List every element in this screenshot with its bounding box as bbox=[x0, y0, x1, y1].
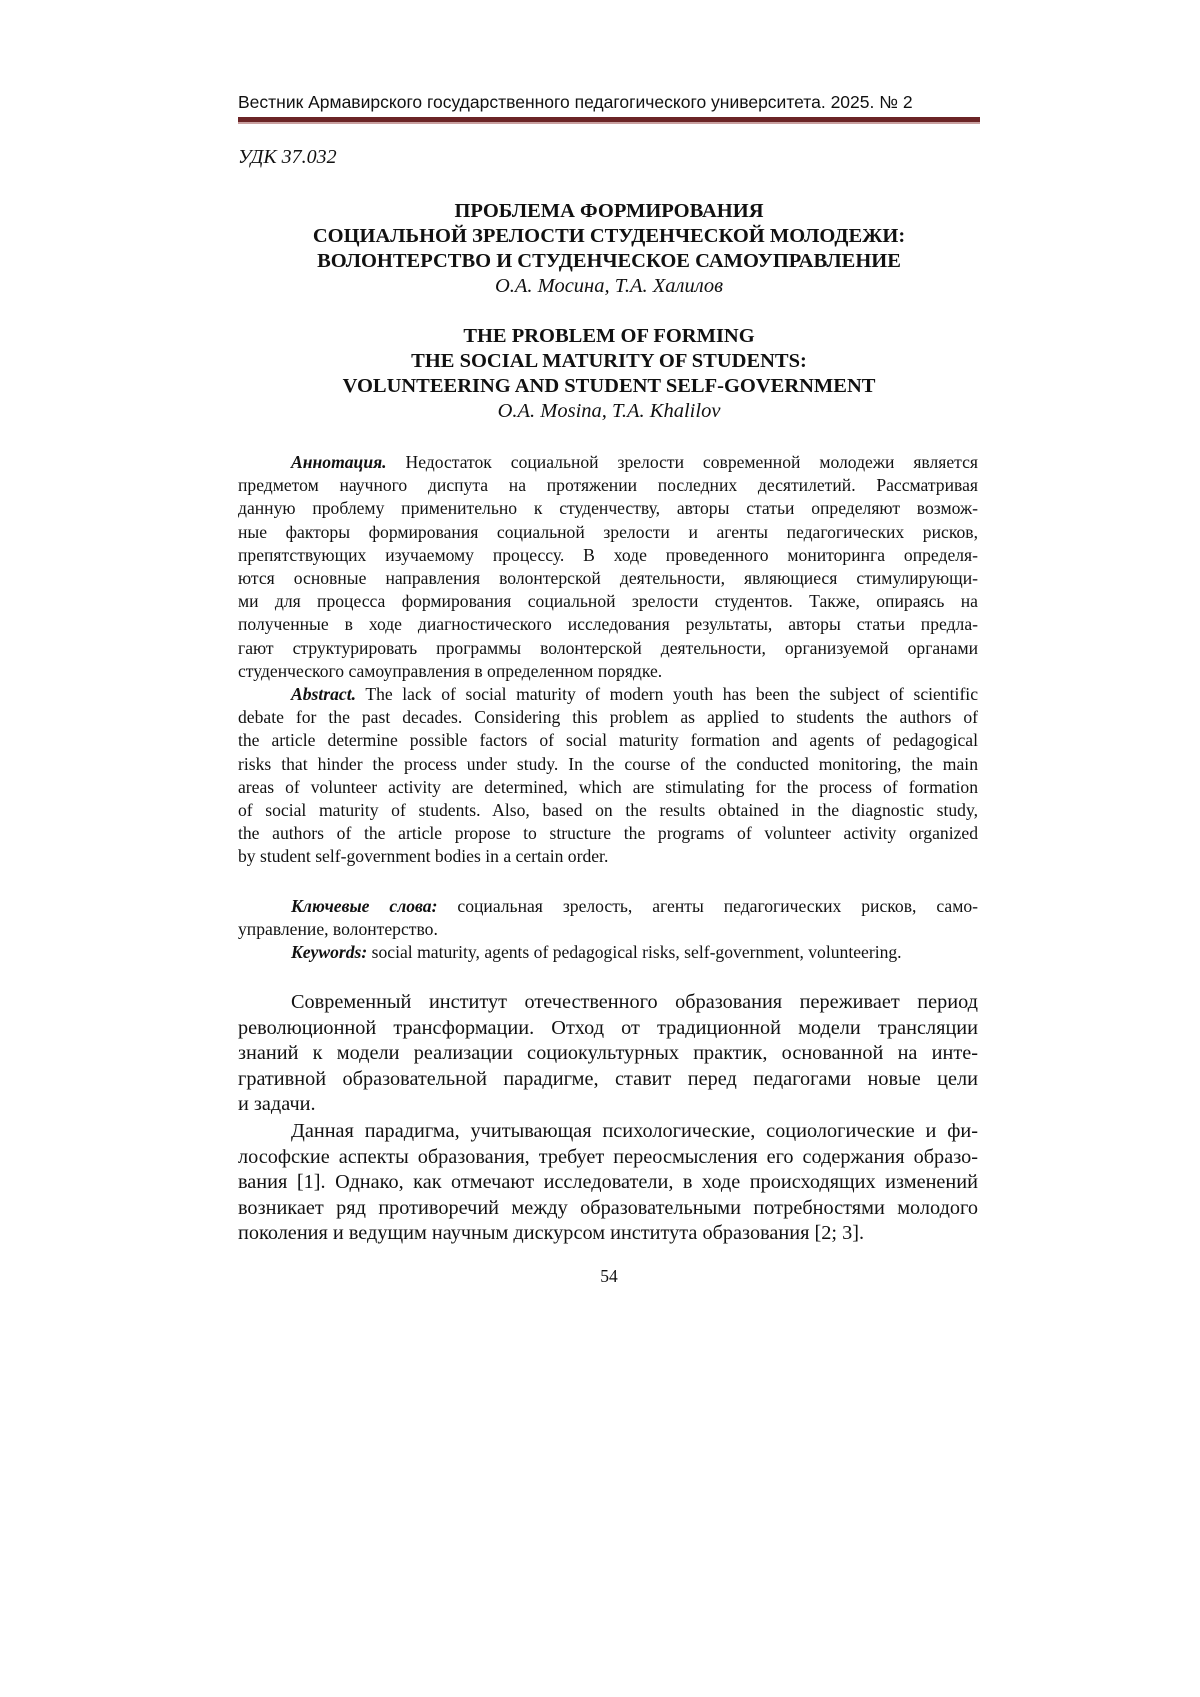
title-en-line: THE PROBLEM OF FORMING bbox=[238, 324, 980, 349]
line-text: Недостаток социальной зрелости современной молодежи является bbox=[387, 452, 978, 472]
line-text: поколения и ведущим научным дискурсом института образования [2; 3]. bbox=[238, 1222, 864, 1244]
text-line bbox=[238, 544, 978, 567]
line-text: debate for the past decades. Considering this problem as applied to students the authors of bbox=[238, 707, 978, 727]
text-line bbox=[238, 1067, 978, 1093]
line-text: данную проблему применительно к студенчеству, авторы статьи определяют возмож- bbox=[238, 498, 978, 518]
udk-code: УДК 37.032 bbox=[238, 146, 337, 169]
body-paragraph-1 bbox=[238, 990, 978, 1118]
title-ru bbox=[238, 199, 980, 299]
line-text: возникает ряд противоречий между образовательными потребностями молодого bbox=[238, 1197, 978, 1219]
line-text: The lack of social maturity of modern youth has been the subject of scientific bbox=[356, 684, 978, 704]
page-number: 54 bbox=[238, 1266, 980, 1287]
annotation bbox=[238, 451, 978, 683]
line-text: гративной образовательной парадигме, ставит перед педагогами новые цели bbox=[238, 1068, 978, 1090]
line-text: ми для процесса формирования социальной зрелости студентов. Также, опираясь на bbox=[238, 591, 978, 611]
text-line bbox=[238, 497, 978, 520]
line-text: the article determine possible factors of social maturity formation and agents of pedagogical bbox=[238, 730, 978, 750]
line-text: ные факторы формирования социальной зрелости и агенты педагогических рисков, bbox=[238, 522, 978, 542]
text-line bbox=[238, 822, 978, 845]
text-line bbox=[238, 1092, 978, 1118]
text-line bbox=[238, 1196, 978, 1222]
section-label: Keywords: bbox=[291, 942, 367, 962]
line-text: areas of volunteer activity are determined, which are stimulating for the process of formation bbox=[238, 777, 978, 797]
text-line bbox=[238, 990, 978, 1016]
line-text: предметом научного диспута на протяжении последних десятилетий. Рассматривая bbox=[238, 475, 978, 495]
title-ru-line: ВОЛОНТЕРСТВО И СТУДЕНЧЕСКОЕ САМОУПРАВЛЕНИЕ bbox=[238, 249, 980, 274]
line-text: революционной трансформации. Отход от традиционной модели трансляции bbox=[238, 1017, 978, 1039]
text-line bbox=[238, 590, 978, 613]
line-text: risks that hinder the process under study. In the course of the conducted monitoring, the main bbox=[238, 754, 978, 774]
line-text: social maturity, agents of pedagogical risks, self-government, volunteering. bbox=[367, 942, 901, 962]
line-text: лософские аспекты образования, требует переосмысления его содержания образо- bbox=[238, 1146, 978, 1168]
text-line bbox=[238, 613, 978, 636]
text-line bbox=[238, 1221, 978, 1247]
title-ru-line: ПРОБЛЕМА ФОРМИРОВАНИЯ bbox=[238, 199, 980, 224]
keywords-ru bbox=[238, 895, 978, 941]
section-label: Аннотация. bbox=[291, 452, 387, 472]
line-text: the authors of the article propose to structure the programs of volunteer activity organized bbox=[238, 823, 978, 843]
line-text: Данная парадигма, учитывающая психологические, социологические и фи- bbox=[291, 1120, 978, 1142]
line-text: студенческого самоуправления в определенном порядке. bbox=[238, 661, 662, 681]
authors-en: O.A. Mosina, T.A. Khalilov bbox=[238, 399, 980, 424]
authors-ru: О.А. Мосина, Т.А. Халилов bbox=[238, 274, 980, 299]
title-en-line: VOLUNTEERING AND STUDENT SELF-GOVERNMENT bbox=[238, 374, 980, 399]
text-line bbox=[238, 1119, 978, 1145]
abstract bbox=[238, 683, 978, 869]
text-line bbox=[238, 895, 978, 918]
line-text: гают структурировать программы волонтерской деятельности, организуемой органами bbox=[238, 638, 978, 658]
text-line bbox=[238, 474, 978, 497]
section-label: Abstract. bbox=[291, 684, 356, 704]
body-paragraph-2 bbox=[238, 1119, 978, 1247]
keywords-en bbox=[238, 941, 978, 964]
title-en-line: THE SOCIAL MATURITY OF STUDENTS: bbox=[238, 349, 980, 374]
line-text: Современный институт отечественного образования переживает период bbox=[291, 991, 978, 1013]
text-line bbox=[238, 683, 978, 706]
text-line bbox=[238, 451, 978, 474]
text-line bbox=[238, 521, 978, 544]
text-line bbox=[238, 729, 978, 752]
line-text: социальная зрелость, агенты педагогических рисков, само- bbox=[437, 896, 978, 916]
line-text: ются основные направления волонтерской деятельности, являющиеся стимулирующи- bbox=[238, 568, 978, 588]
text-line bbox=[238, 706, 978, 729]
text-line bbox=[238, 567, 978, 590]
line-text: полученные в ходе диагностического исследования результаты, авторы статьи предла- bbox=[238, 614, 978, 634]
text-line bbox=[238, 1041, 978, 1067]
title-en bbox=[238, 324, 980, 424]
line-text: и задачи. bbox=[238, 1093, 316, 1115]
journal-header: Вестник Армавирского государственного педагогического университета. 2025. № 2 bbox=[238, 92, 980, 113]
header-divider bbox=[238, 117, 980, 124]
line-text: of social maturity of students. Also, based on the results obtained in the diagnostic study, bbox=[238, 800, 978, 820]
text-line bbox=[238, 1170, 978, 1196]
text-line bbox=[238, 753, 978, 776]
text-line bbox=[238, 799, 978, 822]
line-text: знаний к модели реализации социокультурных практик, основанной на инте- bbox=[238, 1042, 978, 1064]
title-ru-line: СОЦИАЛЬНОЙ ЗРЕЛОСТИ СТУДЕНЧЕСКОЙ МОЛОДЕЖИ: bbox=[238, 224, 980, 249]
line-text: управление, волонтерство. bbox=[238, 919, 438, 939]
text-line bbox=[238, 941, 978, 964]
text-line bbox=[238, 845, 978, 868]
line-text: by student self-government bodies in a certain order. bbox=[238, 846, 608, 866]
text-line bbox=[238, 776, 978, 799]
text-line bbox=[238, 637, 978, 660]
text-line bbox=[238, 1016, 978, 1042]
section-label: Ключевые слова: bbox=[291, 896, 437, 916]
line-text: препятствующих изучаемому процессу. В ходе проведенного мониторинга определя- bbox=[238, 545, 978, 565]
text-line bbox=[238, 918, 978, 941]
line-text: вания [1]. Однако, как отмечают исследователи, в ходе происходящих изменений bbox=[238, 1171, 978, 1193]
text-line bbox=[238, 1145, 978, 1171]
text-line bbox=[238, 660, 978, 683]
